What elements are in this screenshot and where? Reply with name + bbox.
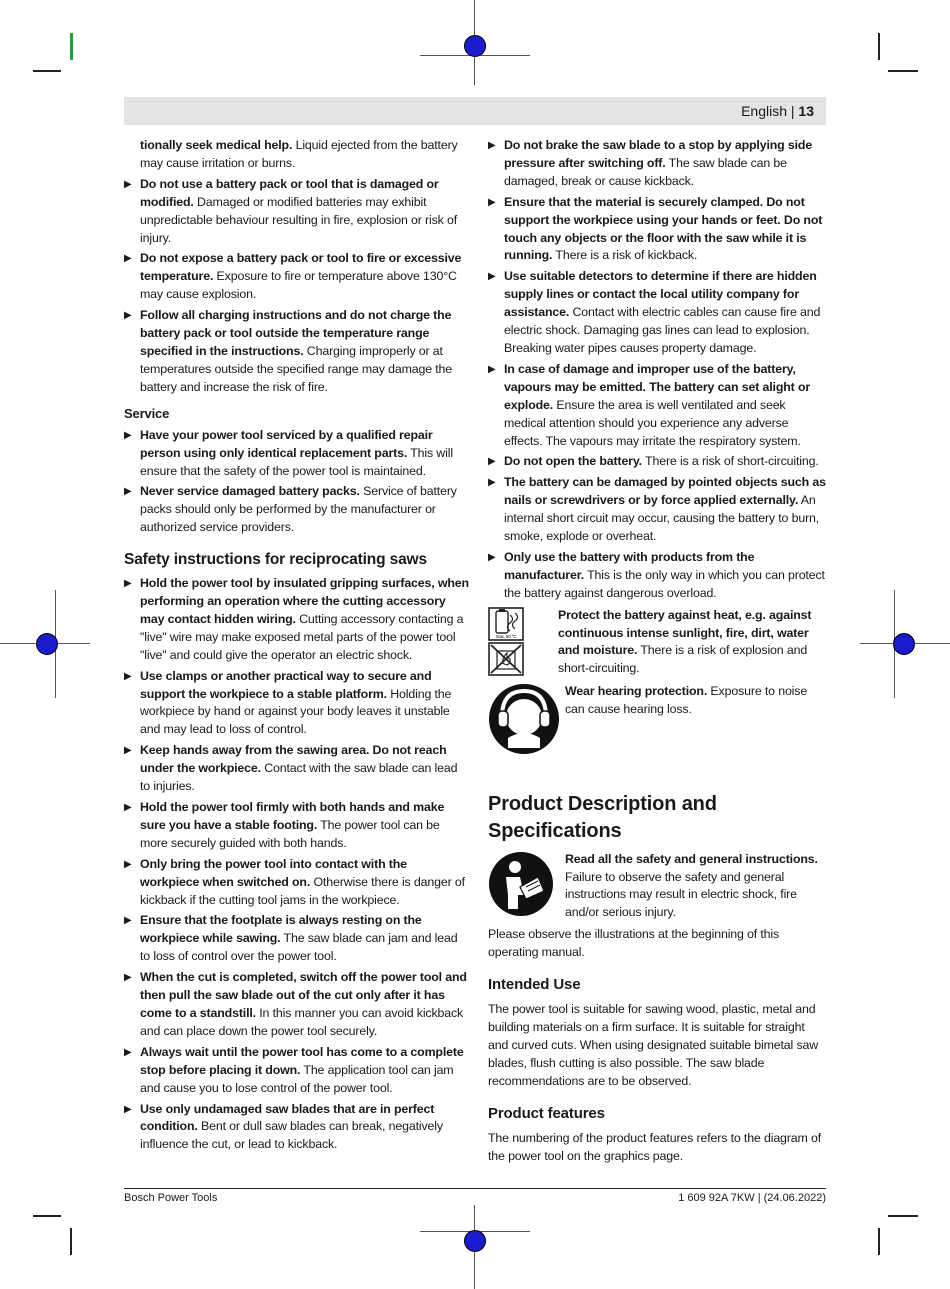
bold-text: In case of damage and improper use of the battery, vapours may be emitted. The battery can set alight or explode.	[504, 361, 811, 412]
body-text: This will ensure that the safety of the power tool is maintained.	[140, 445, 453, 478]
body-text: Ensure the area is well ventilated and seek medical attention should you experience any adverse effects. The vapours may irritate the respiratory system.	[504, 397, 801, 448]
body-text: An internal short circuit may occur, causing the battery to burn, smoke, explode or overheat.	[504, 493, 820, 544]
bullet-arrow-icon: ▶	[124, 578, 132, 590]
body-text: There is a risk of kickback.	[552, 248, 698, 263]
bold-text: Use clamps or another practical way to secure and support the workpiece to a stable platform.	[140, 668, 432, 701]
list-item	[124, 483, 469, 537]
bullet-arrow-icon: ▶	[124, 915, 132, 927]
list-item	[488, 453, 828, 471]
body-text: Contact with the saw blade can lead to injuries.	[140, 761, 458, 794]
hearing-protection-icon	[488, 683, 560, 755]
bold-text: Ensure that the material is securely clamped. Do not support the workpiece using your hands or feet. Do not touch any objects or the floor with the saw while it is running.	[504, 194, 823, 263]
heat-protection-icon	[488, 607, 524, 677]
hearing-warning-text	[565, 683, 828, 719]
list-item	[124, 856, 469, 910]
footer-doc-id: 1 609 92A 7KW | (24.06.2022)	[678, 1192, 826, 1204]
read-icon-box	[488, 851, 554, 923]
bold-text: Have your power tool serviced by a qualified repair person using only identical replacement parts.	[140, 427, 433, 460]
bold-text: Only bring the power tool into contact with the workpiece when switched on.	[140, 856, 407, 889]
registration-mark-icon	[36, 633, 58, 655]
bullet-arrow-icon: ▶	[124, 972, 132, 984]
bold-text: Only use the battery with products from the manufacturer.	[504, 549, 755, 582]
body-text: Failure to observe the safety and general instructions may result in electric shock, fire and/or serious injury.	[565, 869, 797, 920]
list-item	[124, 799, 469, 853]
bullet-arrow-icon: ▶	[488, 196, 496, 208]
bullet-arrow-icon: ▶	[124, 1046, 132, 1058]
page-header	[741, 101, 814, 121]
body-text: Exposure to noise can cause hearing loss.	[565, 683, 808, 716]
read-instructions	[488, 851, 828, 923]
body-text: Holding the workpiece by hand or against your body leaves it unstable and may lead to loss of control.	[140, 686, 452, 737]
crop-mark	[70, 1228, 72, 1255]
bold-text: The battery can be damaged by pointed objects such as nails or screwdrivers or by force applied externally.	[504, 475, 826, 508]
list-item	[488, 137, 828, 191]
body-text: Service of battery packs should only be performed by the manufacturer or authorized service providers.	[140, 484, 457, 535]
body-text: In this manner you can avoid kickback and can place down the power tool securely.	[140, 1005, 464, 1038]
body-text: The application tool can jam and cause you to lose control of the power tool.	[140, 1062, 454, 1095]
bullet-arrow-icon: ▶	[124, 745, 132, 757]
read-instructions-text	[565, 851, 828, 923]
bold-text: Do not expose a battery pack or tool to fire or excessive temperature.	[140, 251, 462, 284]
heat-warning-text	[558, 607, 828, 679]
body-text: There is a risk of short-circuiting.	[641, 454, 819, 469]
body-text: Damaged or modified batteries may exhibit unpredictable behaviour resulting in fire, explosion or risk of injury.	[140, 194, 458, 245]
bold-text: When the cut is completed, switch off the power tool and then pull the saw blade out of the cut only after it has come to a standstill.	[140, 970, 467, 1020]
body-text: Liquid ejected from the battery may cause irritation or burns.	[140, 138, 458, 170]
bold-text: Use suitable detectors to determine if there are hidden supply lines or contact the local utility company for assistance.	[504, 269, 817, 320]
list-item	[124, 742, 469, 796]
crop-mark	[888, 1215, 918, 1217]
list-item	[488, 361, 828, 451]
bullet-arrow-icon: ▶	[488, 456, 496, 468]
bold-text: Read all the safety and general instructions.	[565, 851, 818, 866]
observe-paragraph: Please observe the illustrations at the beginning of this operating manual.	[488, 927, 780, 960]
bullet-arrow-icon: ▶	[124, 253, 132, 265]
bold-text: Keep hands away from the sawing area. Do not reach under the workpiece.	[140, 743, 447, 776]
body-text: Bent or dull saw blades can break, negatively influence the cut, or lead to kickback.	[140, 1119, 443, 1152]
right-column	[488, 137, 828, 1165]
bold-text: Use only undamaged saw blades that are in perfect condition.	[140, 1101, 435, 1134]
header-separator: |	[790, 103, 795, 119]
continued-paragraph	[140, 137, 469, 173]
heat-warning	[488, 607, 828, 679]
body-text: Otherwise there is danger of kickback if the cutting tool jams in the workpiece.	[140, 874, 465, 907]
left-column	[124, 137, 469, 1157]
intended-use-paragraph: The power tool is suitable for sawing wood, plastic, metal and building materials on a firm surface. It is suitable for straight and curved cuts. When using designated suitable bimetal saw blades, flush cutting is also possible. The saw blade recommendations are to be observed.	[488, 1002, 819, 1088]
list-item	[488, 268, 828, 358]
bullet-arrow-icon: ▶	[124, 802, 132, 813]
body-text: The saw blade can be damaged, break or cause kickback.	[504, 155, 787, 188]
bullet-arrow-icon: ▶	[488, 551, 496, 563]
bullet-arrow-icon: ▶	[488, 363, 496, 375]
list-item	[124, 668, 469, 740]
registration-mark-icon	[464, 35, 486, 57]
body-text: Charging improperly or at temperatures outside the specified range may damage the battery and increase the risk of fire.	[140, 343, 453, 394]
service-heading: Service	[124, 405, 170, 421]
hearing-warning	[488, 683, 828, 757]
crop-mark	[878, 1228, 880, 1255]
registration-mark-icon	[464, 1230, 486, 1252]
bullet-arrow-icon: ▶	[124, 310, 132, 322]
bold-text: Hold the power tool by insulated gripping surfaces, when performing an operation where the cutting accessory may contact hidden wiring.	[140, 576, 469, 626]
bold-text: Do not open the battery.	[504, 454, 642, 469]
hearing-icon-box	[488, 683, 560, 761]
page-number: 13	[798, 103, 814, 119]
bold-text: Do not brake the saw blade to a stop by applying side pressure after switching off.	[504, 138, 813, 170]
bullet-arrow-icon: ▶	[124, 670, 132, 682]
read-manual-icon	[488, 851, 554, 917]
body-text: The saw blade can jam and lead to loss of control over the power tool.	[140, 931, 458, 964]
bullet-arrow-icon: ▶	[124, 486, 132, 498]
header-band	[124, 97, 826, 125]
list-item	[124, 250, 469, 304]
section-heading: Safety instructions for reciprocating saws	[124, 551, 427, 569]
list-item	[488, 474, 828, 546]
bold-text: tionally seek medical help.	[140, 138, 293, 152]
intended-use-heading: Intended Use	[488, 976, 581, 994]
footer-brand: Bosch Power Tools	[124, 1192, 218, 1204]
list-item	[124, 575, 469, 665]
body-text: This is the only way in which you can protect the battery against dangerous overload.	[504, 567, 825, 600]
heat-icon-label: max. 50 °C	[495, 633, 517, 639]
bullet-arrow-icon: ▶	[488, 140, 496, 151]
list-item	[124, 176, 469, 248]
bullet-arrow-icon: ▶	[124, 178, 132, 190]
product-features-heading: Product features	[488, 1104, 605, 1122]
crop-mark	[33, 1215, 61, 1217]
body-text: Exposure to fire or temperature above 130°C may cause explosion.	[140, 269, 457, 302]
bold-text: Ensure that the footplate is always resting on the workpiece while sawing.	[140, 913, 422, 946]
heat-icons	[488, 607, 524, 683]
body-text: Contact with electric cables can cause fire and electric shock. Damaging gas lines can lead to explosion. Breaking water pipes causes property damage.	[504, 305, 821, 355]
bold-text: Follow all charging instructions and do not charge the battery pack or tool outside the temperature range specified in the instructions.	[140, 308, 452, 358]
list-item	[124, 1044, 469, 1098]
list-item	[124, 912, 469, 966]
bullet-arrow-icon: ▶	[124, 429, 132, 441]
crop-mark	[33, 70, 61, 72]
body-text: The power tool can be more securely guided with both hands.	[140, 817, 440, 850]
bullet-arrow-icon: ▶	[488, 477, 496, 489]
product-features-paragraph: The numbering of the product features refers to the diagram of the power tool on the graphics page.	[488, 1130, 822, 1163]
footer-rule	[124, 1188, 826, 1189]
registration-mark-icon	[893, 633, 915, 655]
bold-text: Protect the battery against heat, e.g. against continuous intense sunlight, fire, dirt, water and moisture.	[558, 607, 812, 658]
bullet-arrow-icon: ▶	[124, 1103, 132, 1115]
bullet-arrow-icon: ▶	[124, 858, 132, 870]
bullet-arrow-icon: ▶	[488, 271, 496, 283]
list-item	[488, 194, 828, 266]
list-item	[124, 307, 469, 397]
crop-mark	[878, 33, 880, 60]
bold-text: Wear hearing protection.	[565, 683, 708, 698]
body-text: Cutting accessory contacting a "live" wire may make exposed metal parts of the power tool "live" and could give the operator an electric shock.	[140, 611, 464, 662]
bold-text: Do not use a battery pack or tool that is damaged or modified.	[140, 176, 439, 209]
list-item	[124, 969, 469, 1041]
bold-text: Always wait until the power tool has come to a complete stop before placing it down.	[140, 1044, 464, 1077]
crop-mark	[888, 70, 918, 72]
list-item	[124, 427, 469, 481]
bold-text: Hold the power tool firmly with both hands and make sure you have a stable footing.	[140, 800, 445, 832]
crop-mark-green	[70, 33, 73, 60]
bold-text: Never service damaged battery packs.	[140, 484, 360, 499]
product-description-heading: Product Description and Specifications	[488, 792, 717, 842]
list-item	[488, 549, 828, 603]
body-text: There is a risk of explosion and short-circuiting.	[558, 643, 808, 676]
header-language: English	[741, 103, 787, 119]
list-item	[124, 1101, 469, 1155]
